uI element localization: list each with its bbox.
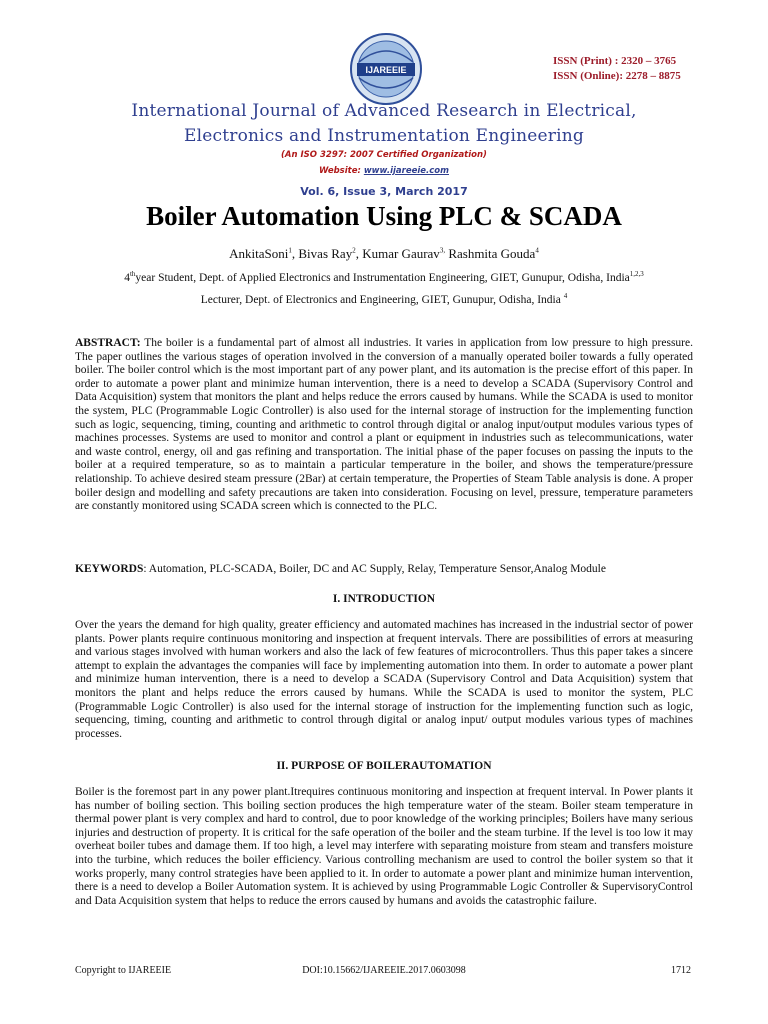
issn-block [553,54,681,84]
iso-certification: (An ISO 3297: 2007 Certified Organization) [281,150,487,160]
abstract-label: ABSTRACT: [75,337,141,349]
author-3-sup: 3, [439,246,446,255]
affiliation-2 [0,292,768,306]
affiliation-1-tail: 1,2,3 [629,270,644,278]
author-1: AnkitaSoni [229,246,289,261]
section-1-text: Over the years the demand for high quality, greater efficiency and automated machines has increased in the industrial sector of power plants. Power plants require continuous monitoring and inspection at frequent intervals. There are possibilities of errors at measuring and various stages involved with human workers and also the lack of few features of microcontrollers. Thus this paper takes a sincere attempt to explain the advantages the companies will face by implementing automation into them. In order to automate a power plant and minimize human intervention, there is a need to develop a SCADA (Supervisory Control and Data Acquisition) system that monitors the plant and helps reduce the errors caused by humans. While the SCADA is used to monitor the system, PLC (Programmable Logic Controller) is also used for the internal storage of instruction for the implementing function such as logic, sequencing, timing, counting and arithmetic to control through digital or analog input/ output modules various types of machines processes. [75,619,693,740]
author-2-sup: 2 [352,246,356,255]
author-4: Rashmita Gouda [445,246,536,261]
section-1-heading: I. INTRODUCTION [332,593,436,605]
affiliation-1-text: year Student, Dept. of Applied Electronics and Instrumentation Engineering, GIET, Gunupur, Odisha, India [135,271,630,284]
issn-print: ISSN (Print) : 2320 – 3765 [553,55,677,67]
author-1-sup: 1 [288,246,292,255]
affiliation-1-prefix: 4 [124,271,130,284]
journal-logo [349,32,423,106]
footer-copyright: Copyright to IJAREEIE [75,965,172,976]
paper-title: Boiler Automation Using PLC & SCADA [146,201,622,231]
logo-text: IJAREEIE [365,65,407,75]
affiliation-2-text: Lecturer, Dept. of Electronics and Engineering, GIET, Gunupur, Odisha, India [200,293,564,306]
journal-name-line2: Electronics and Instrumentation Engineering [183,126,584,146]
author-3: , Kumar Gaurav [355,246,440,261]
section-2-text: Boiler is the foremost part in any power plant.Itrequires continuous monitoring and inspection at frequent interval. In Power plants it has number of boiling section. This boiling section produces the high temperature water of the steam. Boiler steam temperature in thermal power plant is very complex and hard to control, due to poor knowledge of the working principles; Boilers have many serious injuries and destruction of property. It is critical for the safe operation of the boiler and the steam turbine. If the level is too low it may overheat boiler tubes and damage them. If too high, a level may interfere with separating moisture from steam and transfers moisture into the turbine, which reduces the boiler efficiency. Various controlling mechanism are used to control the boiler system so that it works properly, many control strategies have been applied to it. In order to automate a power plant and minimize human intervention, there is a need to develop a Boiler Automation system. It is achieved by using Programmable Logic Controller & SupervisoryControl and Data Acquisition system that helps to reduce the errors caused by humans and avoids the catastrophic failure. [75,786,693,907]
website-link[interactable]: www.ijareeie.com [363,166,449,176]
affiliation-1-sup: th [129,270,136,278]
affiliation-2-sup: 4 [563,292,568,300]
issn-online: ISSN (Online): 2278 – 8875 [553,70,681,82]
author-2: , Bivas Ray [291,246,353,261]
abstract-text: The boiler is a fundamental part of almost all industries. It varies in application from low pressure to high pressure. The paper outlines the various stages of operation involved in the conversion of a manually operated boiler towards a fully operated boiler. The boiler control which is the most important part of any power plant, and its automation is the precise effort of this paper. In order to automate a power plant and minimize human intervention, there is a need to develop a SCADA (Supervisory Control and Data Acquisition) system that monitors the plant and helps reduce the errors caused by humans. While the SCADA is used to monitor the system, PLC (Programmable Logic Controller) is also used for the internal storage of instruction for the implementing function such as logic, sequencing, timing, counting and arithmetic to control through digital or analog input/output modules various types of machines processes. Systems are used to monitor and control a plant or equipment in industries such as telecommunications, water and waste control, energy, oil and gas refining and transportation. The initial phase of the paper focuses on passing the inputs to the boiler at a required temperature, so as to maintain a particular temperature in the boiler, and shows the temperature/pressure relationship. To achieve desired steam pressure (2Bar) at certain temperature, the Properties of Steam Table analysis is done. A proper boiler design and modelling and safety precautions are taken into consideration. Focusing on level, pressure, temperature parameters are constantly monitored using SCADA screen which is connected to the PLC. [75,337,693,513]
website-line [0,166,768,176]
volume-issue: Vol. 6, Issue 3, March 2017 [300,185,468,198]
journal-name-line1: International Journal of Advanced Research in Electrical, [131,101,637,121]
keywords-label: KEYWORDS [75,563,144,575]
affiliation-1 [0,270,768,284]
section-2-heading: II. PURPOSE OF BOILERAUTOMATION [276,760,492,772]
abstract [75,337,693,514]
keywords-text: : Automation, PLC-SCADA, Boiler, DC and AC Supply, Relay, Temperature Sensor,Analog Module [143,563,606,575]
footer-page-number: 1712 [671,965,691,976]
author-list [0,246,768,262]
keywords [75,563,693,577]
website-label: Website: [318,166,364,176]
author-4-sup: 4 [535,246,539,255]
footer-doi: DOI:10.15662/IJAREEIE.2017.0603098 [302,965,466,976]
